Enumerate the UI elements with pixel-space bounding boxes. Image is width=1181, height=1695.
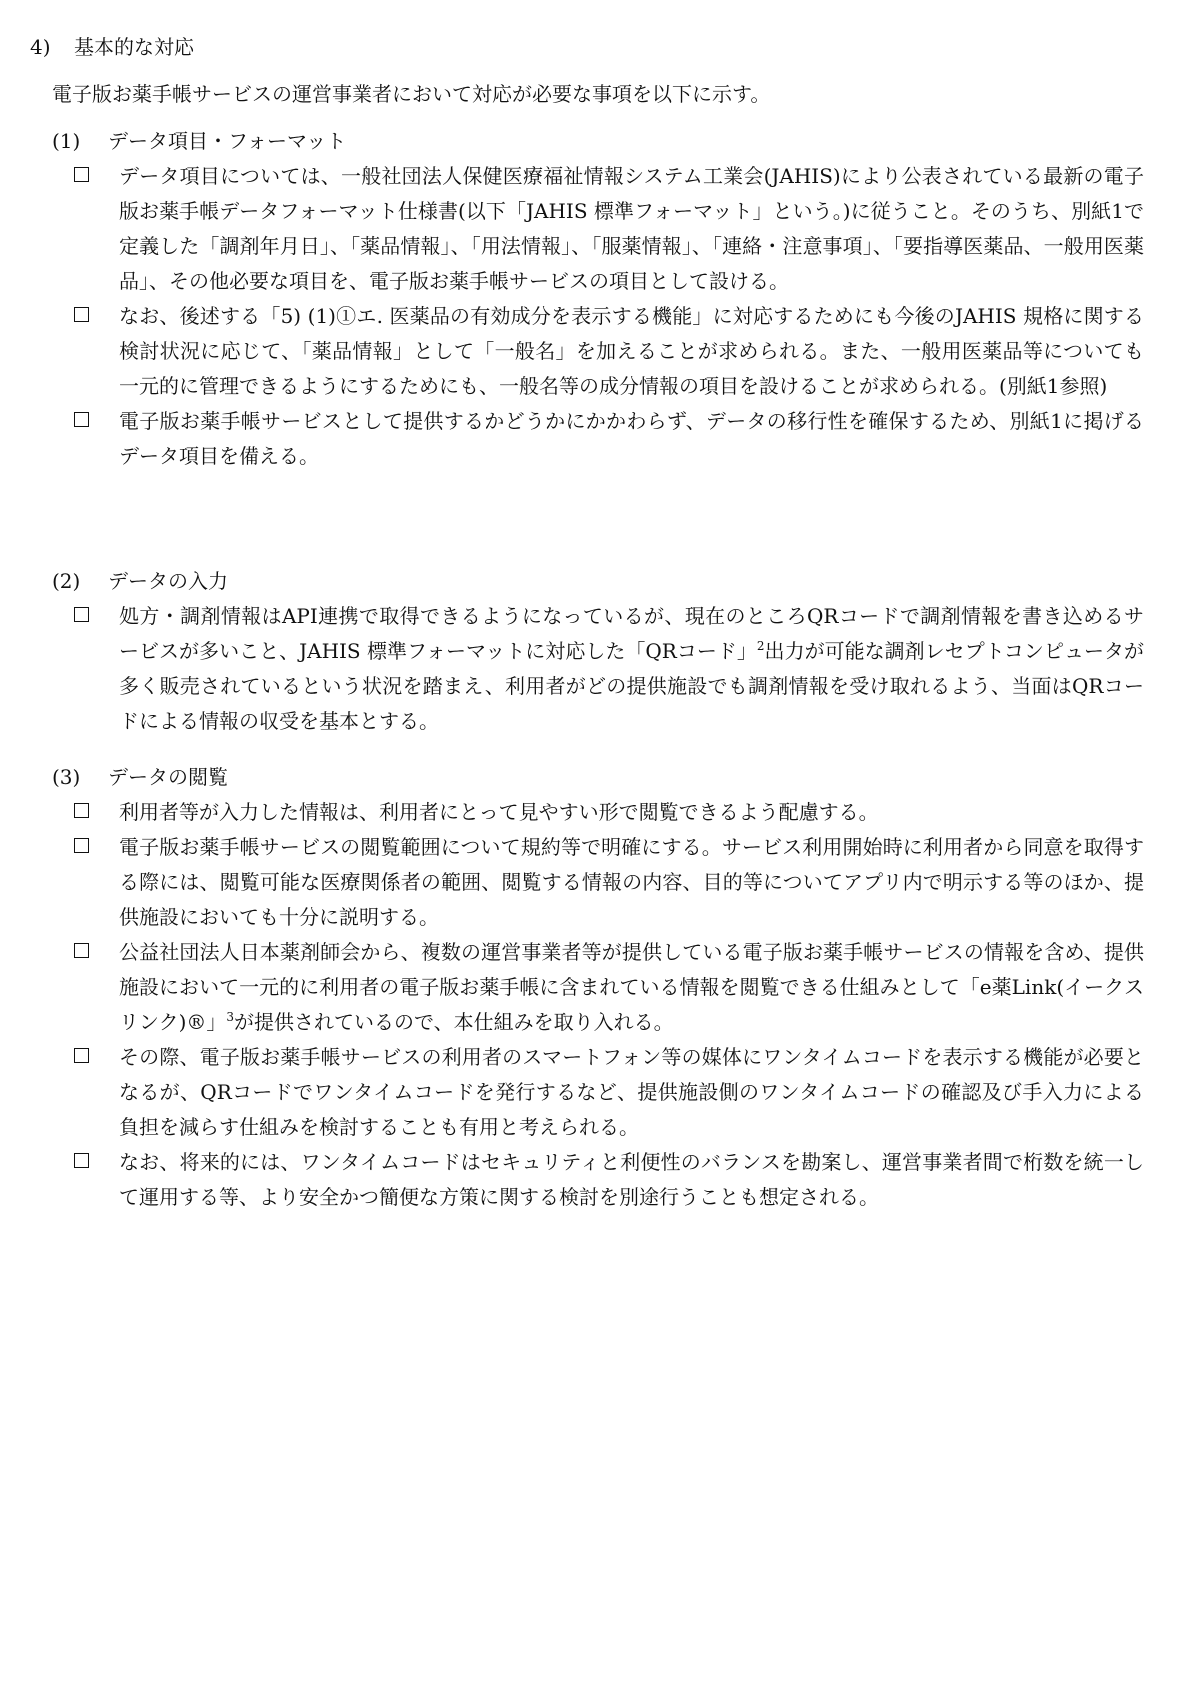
checklist-item (52, 599, 1144, 739)
subsection-title-text: データの入力 (108, 569, 228, 593)
checkbox-icon (74, 307, 89, 322)
checkbox-icon (74, 1153, 89, 1168)
checkbox-icon (74, 803, 89, 818)
subsection-title (52, 124, 1152, 159)
checklist-item-text: 電子版お薬手帳サービスとして提供するかどうかにかかわらず、データの移行性を確保するため、別紙1に掲げるデータ項目を備える。 (119, 409, 1144, 468)
checklist-item (52, 795, 1144, 830)
subsection-title-text: データ項目・フォーマット (108, 129, 347, 153)
checklist-item (52, 404, 1144, 474)
subsection-title (52, 564, 1152, 599)
checkbox-icon (74, 943, 89, 958)
subsection-title (52, 760, 1152, 795)
checklist-item-text: その際、電子版お薬手帳サービスの利用者のスマートフォン等の媒体にワンタイムコードを表示する機能が必要となるが、QRコードでワンタイムコードを発行するなど、提供施設側のワンタイムコードの確認及び手入力による負担を減らす仕組みを検討することも有用と考えられる。 (119, 1045, 1144, 1139)
checklist-item (52, 830, 1144, 935)
checklist-item (52, 299, 1144, 404)
checklist-item (52, 1145, 1144, 1215)
checklist-item (52, 935, 1144, 1040)
footnote-ref: 2 (756, 639, 765, 653)
subsection-number: (1) (52, 129, 81, 153)
checklist-item (52, 1040, 1144, 1145)
checkbox-icon (74, 167, 89, 182)
checklist-item-text: 公益社団法人日本薬剤師会から、複数の運営事業者等が提供している電子版お薬手帳サービスの情報を含め、提供施設において一元的に利用者の電子版お薬手帳に含まれている情報を閲覧できる仕組みとして「e薬Link(イークスリンク)®」$^3$が提供されているので、本仕組みを取り入れる。 (119, 940, 1144, 1034)
checklist-item-text: 処方・調剤情報はAPI連携で取得できるようになっているが、現在のところQRコードで調剤情報を書き込めるサービスが多いこと、JAHIS 標準フォーマットに対応した「QRコード」$^2$出力が可能な調剤レセプトコンピュータが多く販売されているという状況を踏まえ、利用者がどの提供施設でも調剤情報を受け取れるよう、当面はQRコードによる情報の収受を基本とする。 (119, 604, 1144, 733)
section-heading (30, 30, 194, 65)
checklist-item-text: なお、将来的には、ワンタイムコードはセキュリティと利便性のバランスを勘案し、運営事業者間で桁数を統一して運用する等、より安全かつ簡便な方策に関する検討を別途行うことも想定される。 (119, 1150, 1144, 1209)
intro-paragraph: 電子版お薬手帳サービスの運営事業者において対応が必要な事項を以下に示す。 (52, 82, 771, 106)
subsection-number: (2) (52, 569, 81, 593)
subsection-title-text: データの閲覧 (108, 765, 228, 789)
subsection-data-format (52, 124, 1152, 474)
checkbox-icon (74, 838, 89, 853)
heading-number: 4) (30, 35, 51, 59)
footnote-ref: 3 (226, 1010, 235, 1024)
checklist-item (52, 159, 1144, 299)
checkbox-icon (74, 412, 89, 427)
subsection-number: (3) (52, 765, 81, 789)
checklist-item-text: 電子版お薬手帳サービスの閲覧範囲について規約等で明確にする。サービス利用開始時に利用者から同意を取得する際には、閲覧可能な医療関係者の範囲、閲覧する情報の内容、目的等についてアプリ内で明示する等のほか、提供施設においても十分に説明する。 (119, 835, 1144, 929)
checklist-item-text: なお、後述する「5) (1)①エ. 医薬品の有効成分を表示する機能」に対応するためにも今後のJAHIS 規格に関する検討状況に応じて、「薬品情報」として「一般名」を加えることが求められる。また、一般用医薬品等についても一元的に管理できるようにするためにも、一般名等の成分情報の項目を設けることが求められる。(別紙1参照) (119, 304, 1144, 398)
checklist-item-text: 利用者等が入力した情報は、利用者にとって見やすい形で閲覧できるよう配慮する。 (119, 800, 879, 824)
checkbox-icon (74, 607, 89, 622)
subsection-data-viewing (52, 760, 1152, 1215)
heading-title: 基本的な対応 (74, 35, 194, 59)
checkbox-icon (74, 1048, 89, 1063)
checklist-item-text: データ項目については、一般社団法人保健医療福祉情報システム工業会(JAHIS)により公表されている最新の電子版お薬手帳データフォーマット仕様書(以下「JAHIS 標準フォーマット」という。)に従うこと。そのうち、別紙1で定義した「調剤年月日」、「薬品情報」、「用法情報」、「服薬情報」、「連絡・注意事項」、「要指導医薬品、一般用医薬品」、その他必要な項目を、電子版お薬手帳サービスの項目として設ける。 (119, 164, 1144, 293)
subsection-data-input (52, 564, 1152, 739)
